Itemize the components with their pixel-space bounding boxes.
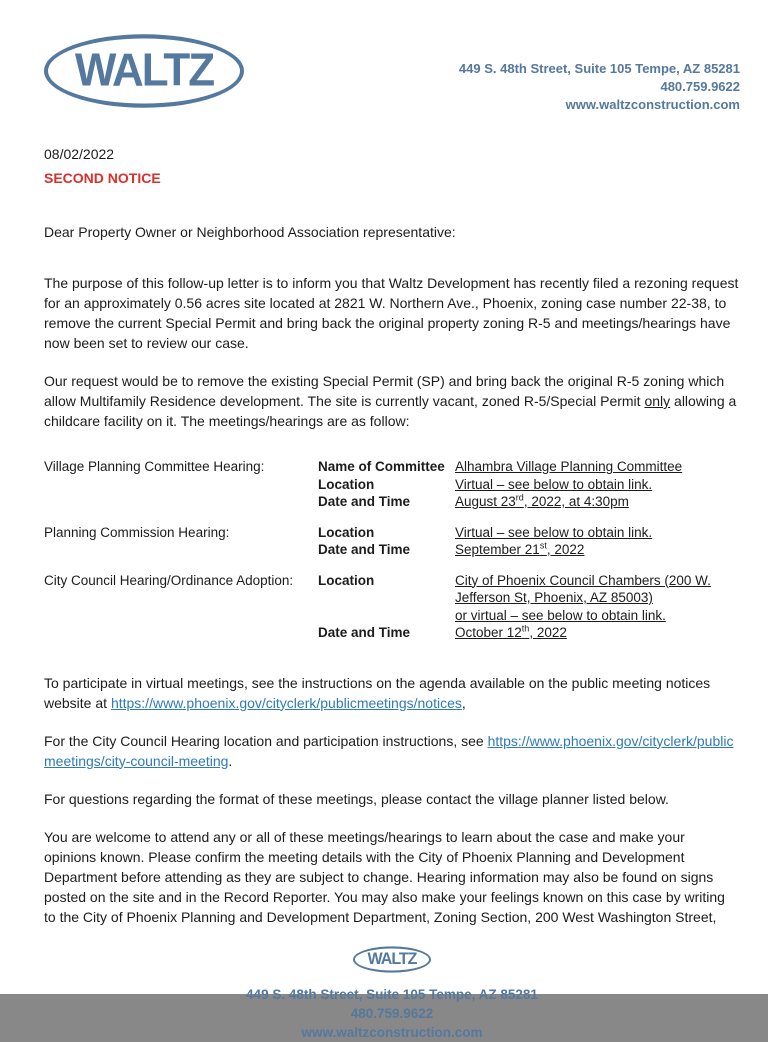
date-ordinal: rd (515, 492, 524, 503)
table-row (318, 493, 740, 511)
company-address: 449 S. 48th Street, Suite 105 Tempe, AZ 85281 (458, 61, 740, 76)
virtual-text: To participate in virtual meetings, see the instructions on the agenda available on the public meeting notices website at (44, 674, 711, 711)
company-phone: 480.759.9622 (660, 79, 740, 94)
underlined-only: only (644, 393, 671, 409)
location-value (455, 572, 717, 625)
company-phone: 480.759.9622 (350, 1005, 434, 1021)
waltz-footer-logo (353, 946, 431, 972)
date-text: August 23 (455, 494, 516, 509)
letter-footer (44, 947, 740, 1042)
village-hearing-title: Village Planning Committee Hearing: (44, 459, 265, 474)
committee-label: Name of Committee (318, 459, 445, 474)
council-text-after: . (228, 752, 233, 769)
council-location-address: City of Phoenix Council Chambers (200 W. Jefferson St, Phoenix, AZ 85003) (455, 572, 711, 605)
salutation: Dear Property Owner or Neighborhood Association representative: (44, 224, 456, 240)
date-time-value (455, 493, 717, 511)
paragraph-request-before: Our request would be to remove the existing Special Permit (SP) and bring back the original R-5 zoning which allow Multifamily Residence development. The site is currently vacant, zoned R-5/Special Permit (44, 373, 725, 409)
date-text: September 21 (455, 542, 540, 557)
paragraph-request-after: allowing a childcare facility on it. The meetings/hearings are as follow: (44, 393, 737, 429)
paragraph-questions: For questions regarding the format of these meetings, please contact the village planner listed below. (44, 790, 669, 807)
paragraph-welcome: You are welcome to attend any or all of these meetings/hearings to learn about the case and make your opinions known. Please confirm the meeting details with the City of Phoenix Planning and Development Department before attending as they are subject to change. Hearing information may also be found on signs posted on the site and in the Record Reporter. You may also make your feelings known on this case by writing to the City of Phoenix Planning and Development Department, Zoning Section, 200 West Washington Street, (44, 828, 725, 925)
paragraph-rezoning-request: The purpose of this follow-up letter is to inform you that Waltz Development has recently filed a rezoning request for an approximately 0.56 acres site located at 2821 W. Northern Ave., Phoenix, zoning case number 22-38, to remove the current Special Permit and bring back the original property zoning R-5 and meetings/hearings have now been set to review our case. (44, 275, 739, 351)
village-planning-hearing (44, 458, 740, 511)
waltz-footer-logo-text: WALTZ (367, 949, 417, 968)
date-ordinal: th (521, 623, 530, 634)
hearings-schedule (44, 458, 740, 642)
council-text: For the City Council Hearing location and participation instructions, see (44, 732, 488, 749)
table-row (318, 524, 740, 542)
table-row (318, 458, 740, 476)
date-time-value (455, 624, 717, 642)
council-hearing-title: City Council Hearing/Ordinance Adoption: (44, 572, 294, 588)
date-text: , 2022 (529, 625, 567, 640)
table-row (318, 541, 740, 559)
virtual-text-after: , (461, 694, 466, 711)
waltz-logo-text: WALTZ (74, 44, 214, 97)
commission-hearing-title: Planning Commission Hearing: (44, 524, 230, 540)
table-row (318, 624, 740, 642)
company-website: www.waltzconstruction.com (301, 1024, 483, 1040)
date-time-label: Date and Time (318, 542, 411, 557)
location-value: Virtual – see below to obtain link. (455, 524, 653, 540)
planning-commission-hearing (44, 524, 740, 559)
paragraph-council-instructions (44, 731, 740, 771)
table-row (318, 572, 740, 625)
date-time-label: Date and Time (318, 625, 411, 640)
date-time-label: Date and Time (318, 494, 411, 509)
paragraph-request-details (44, 371, 740, 431)
location-label: Location (318, 572, 375, 588)
location-label: Location (318, 476, 375, 492)
city-council-hearing (44, 572, 740, 642)
company-website: www.waltzconstruction.com (565, 97, 740, 112)
table-row (318, 476, 740, 494)
date-text: , 2022 (546, 542, 585, 557)
committee-value: Alhambra Village Planning Committee (455, 459, 683, 474)
second-notice-label: SECOND NOTICE (44, 170, 161, 186)
date-time-value (455, 541, 717, 559)
council-location-virtual: or virtual – see below to obtain link. (455, 607, 666, 623)
letter-header (44, 36, 740, 114)
date-ordinal: st (539, 540, 547, 551)
paragraph-virtual-meetings (44, 673, 740, 713)
header-address-block (459, 36, 740, 114)
location-value: Virtual – see below to obtain link. (455, 476, 653, 492)
waltz-logo (44, 34, 244, 108)
public-meeting-notices-link[interactable]: https://www.phoenix.gov/cityclerk/publicmeetings/notices (110, 694, 462, 711)
date-text: , 2022, at 4:30pm (523, 494, 629, 509)
city-council-meeting-link[interactable]: https://www.phoenix.gov/cityclerk/publicmeetings/city-council-meeting (44, 732, 734, 769)
location-label: Location (318, 524, 375, 540)
date-text: October 12 (455, 625, 522, 640)
footer-address-block (44, 985, 740, 1042)
letter-date: 08/02/2022 (44, 146, 115, 162)
company-address: 449 S. 48th Street, Suite 105 Tempe, AZ 85281 (246, 986, 538, 1002)
